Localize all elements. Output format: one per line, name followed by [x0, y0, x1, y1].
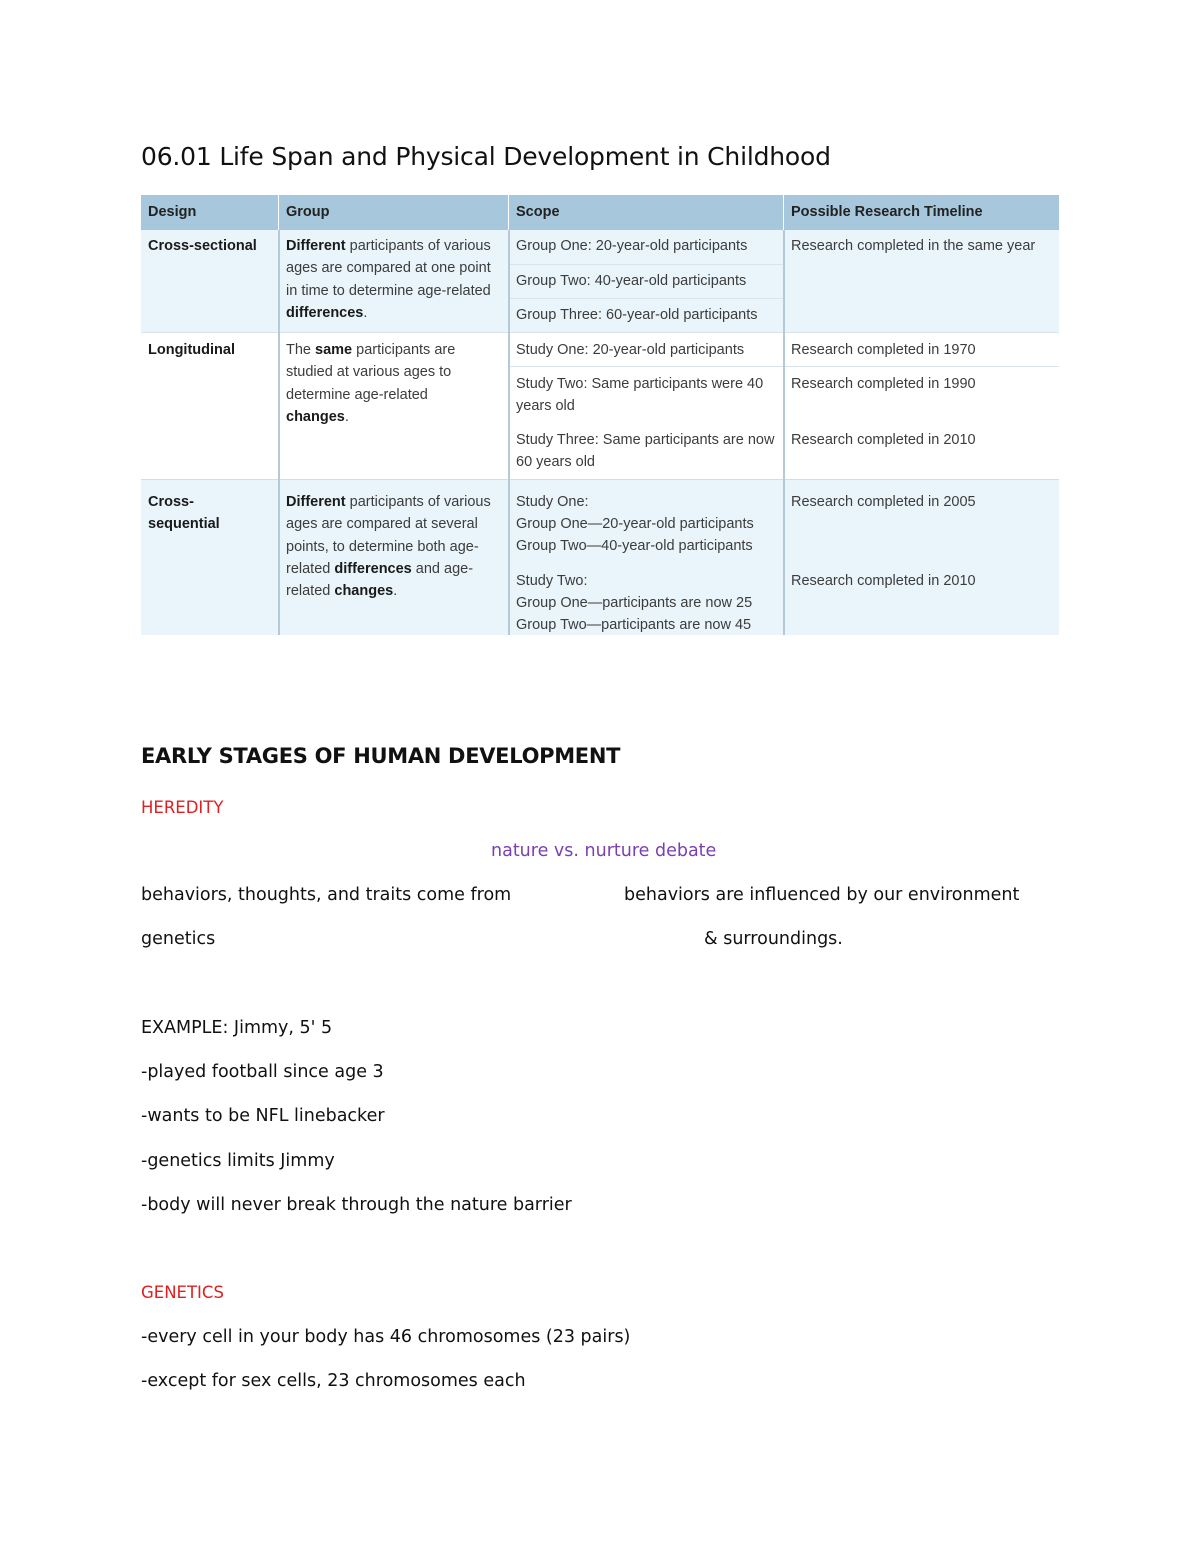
scope-line: Study One: 20-year-old participants	[516, 342, 745, 358]
scope-line: Group Three: 60-year-old participants	[516, 307, 758, 323]
description-text: The	[286, 342, 316, 358]
scope-line: Study Three: Same participants are now 60 years old	[516, 432, 775, 471]
column-divider	[278, 230, 280, 635]
group-description	[279, 486, 509, 607]
genetics-label: GENETICS	[141, 1283, 224, 1302]
divider	[509, 264, 784, 265]
description-text: participants of various ages are compared at one point in time to determine age-related	[286, 238, 491, 299]
bold-term: differences	[334, 560, 412, 577]
nature-description-line1: behaviors, thoughts, and traits come from	[141, 885, 512, 905]
bold-term: changes	[334, 583, 394, 600]
scope-line: Group Two—40-year-old participants	[516, 538, 753, 554]
design-cross-sectional: Cross-sectional	[148, 238, 257, 254]
header-group: Group	[286, 204, 330, 220]
research-design-table	[141, 195, 1059, 635]
design-longitudinal: Longitudinal	[148, 342, 235, 358]
nature-nurture-debate: nature vs. nurture debate	[491, 841, 717, 861]
bold-term: Different	[286, 238, 346, 254]
group-description	[279, 230, 509, 329]
scope-line: Study Two: Same participants were 40 years old	[516, 376, 764, 415]
example-heading: EXAMPLE: Jimmy, 5' 5	[141, 1018, 333, 1038]
example-line: -wants to be NFL linebacker	[141, 1106, 385, 1126]
example-line: -body will never break through the nature barrier	[141, 1195, 572, 1215]
genetics-line: -except for sex cells, 23 chromosomes each	[141, 1371, 526, 1391]
design-cross-sequential: Cross-sequential	[148, 494, 220, 533]
genetics-line: -every cell in your body has 46 chromosomes (23 pairs)	[141, 1327, 631, 1347]
bold-term: Different	[286, 494, 346, 510]
description-text: .	[363, 304, 368, 321]
timeline-line: Research completed in 2005	[791, 494, 976, 510]
header-design: Design	[148, 204, 197, 220]
header-scope: Scope	[516, 204, 560, 220]
scope-line: Study One:	[516, 494, 589, 510]
section-heading: EARLY STAGES OF HUMAN DEVELOPMENT	[141, 744, 621, 768]
nurture-description-line2: & surroundings.	[704, 929, 843, 949]
description-text: participants are studied at various ages to determine age-related	[286, 342, 456, 403]
description-text: .	[344, 408, 349, 425]
header-timeline: Possible Research Timeline	[791, 204, 983, 220]
heredity-label: HEREDITY	[141, 798, 224, 817]
group-description	[279, 334, 479, 433]
scope-line: Group Two: 40-year-old participants	[516, 273, 747, 289]
timeline-line: Research completed in 2010	[791, 432, 976, 448]
page-title: 06.01 Life Span and Physical Development in Childhood	[141, 142, 831, 171]
timeline-line: Research completed in 1970	[791, 342, 976, 358]
example-line: -played football since age 3	[141, 1062, 384, 1082]
header-divider	[783, 195, 784, 230]
divider	[509, 366, 784, 367]
column-divider	[783, 230, 785, 635]
divider	[509, 298, 784, 299]
scope-line: Group Two—participants are now 45	[516, 617, 752, 633]
description-text: and age-related	[286, 560, 474, 600]
description-text: .	[393, 583, 398, 600]
bold-term: differences	[286, 304, 364, 321]
scope-line: Group One—20-year-old participants	[516, 516, 754, 532]
example-line: -genetics limits Jimmy	[141, 1151, 335, 1171]
nurture-description-line1: behaviors are influenced by our environment	[624, 885, 1020, 905]
scope-line: Study Two:	[516, 573, 588, 589]
timeline-line: Research completed in 2010	[791, 573, 976, 589]
description-text: participants of various ages are compared at several points, to determine both age-related	[286, 494, 491, 577]
header-divider	[278, 195, 279, 230]
bold-term: changes	[286, 408, 345, 425]
scope-line: Group One: 20-year-old participants	[516, 238, 748, 254]
timeline-line: Research completed in 1990	[791, 376, 976, 392]
column-divider	[508, 230, 510, 635]
header-divider	[508, 195, 509, 230]
bold-term: same	[315, 342, 353, 358]
scope-line: Group One—participants are now 25	[516, 595, 753, 611]
nature-description-line2: genetics	[141, 929, 216, 949]
divider	[784, 366, 1059, 367]
timeline-line: Research completed in the same year	[791, 238, 1036, 254]
